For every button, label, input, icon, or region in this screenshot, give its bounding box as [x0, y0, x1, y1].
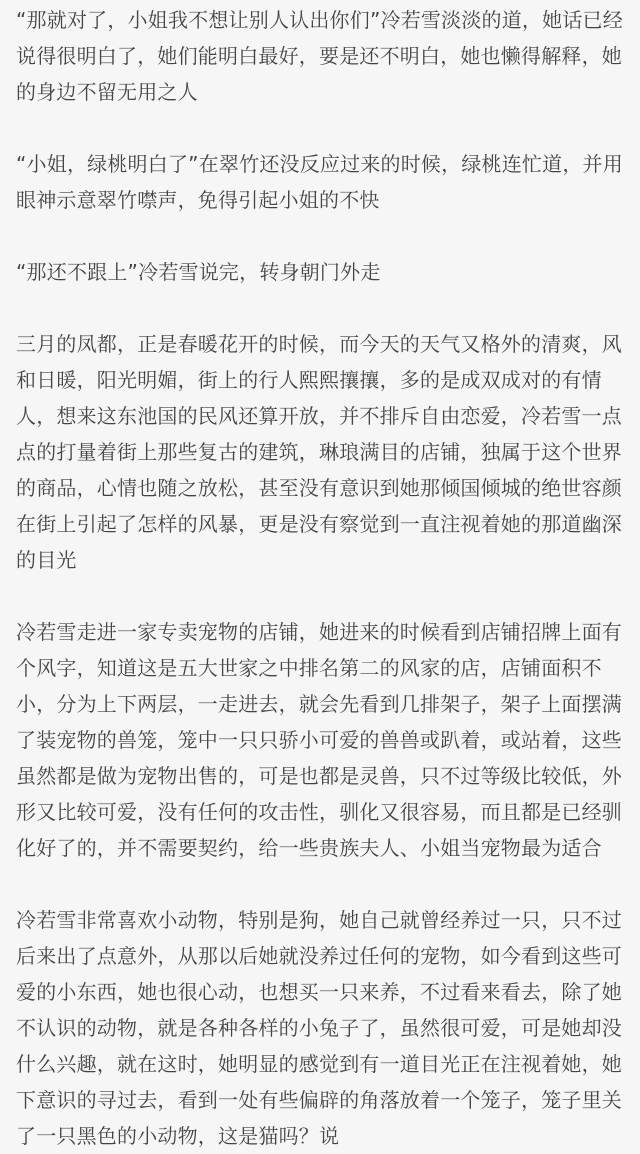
novel-text [16, 0, 626, 1154]
paragraph: 三月的凤都，正是春暖花开的时候，而今天的天气又格外的清爽，风和日暖，阳光明媚，街上的行人熙熙攘攘，多的是成双成对的有情人，想来这东池国的民风还算开放，并不排斥自由恋爱，冷若雪一点点的打量着街上那些复古的建筑，琳琅满目的店铺，独属于这个世界的商品，心情也随之放松，甚至没有意识到她那倾国倾城的绝世容颜在街上引起了怎样的风暴，更是没有察觉到一直注视着她的那道幽深的目光 [16, 332, 622, 572]
paragraph: 冷若雪走进一家专卖宠物的店铺，她进来的时候看到店铺招牌上面有个风字，知道这是五大世家之中排名第二的风家的店，店铺面积不小，分为上下两层，一走进去，就会先看到几排架子，架子上面摆满了装宠物的兽笼，笼中一只只骄小可爱的兽兽或趴着，或站着，这些虽然都是做为宠物出售的，可是也都是灵兽，只不过等级比较低，外形又比较可爱，没有任何的攻击性，驯化又很容易，而且都是已经驯化好了的，并不需要契约，给一些贵族夫人、小姐当宠物最为适合 [16, 620, 622, 860]
paragraph: “小姐，绿桃明白了”在翠竹还没反应过来的时候，绿桃连忙道，并用眼神示意翠竹噤声，免得引起小姐的不快 [16, 152, 623, 212]
paragraph: 冷若雪非常喜欢小动物，特别是狗，她自己就曾经养过一只，只不过后来出了点意外，从那以后她就没养过任何的宠物，如今看到这些可爱的小东西，她也很心动，也想买一只来养，不过看来看去，除了她不认识的动物，就是各种各样的小兔子了，虽然很可爱，可是她却没什么兴趣，就在这时，她明显的感觉到有一道目光正在注视着她，她下意识的寻过去，看到一处有些偏辟的角落放着一个笼子，笼子里关了一只黑色的小动物，这是猫吗？说 [16, 908, 622, 1148]
paragraph: “那还不跟上”冷若雪说完，转身朝门外走 [16, 260, 381, 284]
paragraph: “那就对了，小姐我不想让别人认出你们”冷若雪淡淡的道，她话已经说得很明白了，她们能明白最好，要是还不明白，她也懒得解释，她的身边不留无用之人 [16, 8, 623, 104]
